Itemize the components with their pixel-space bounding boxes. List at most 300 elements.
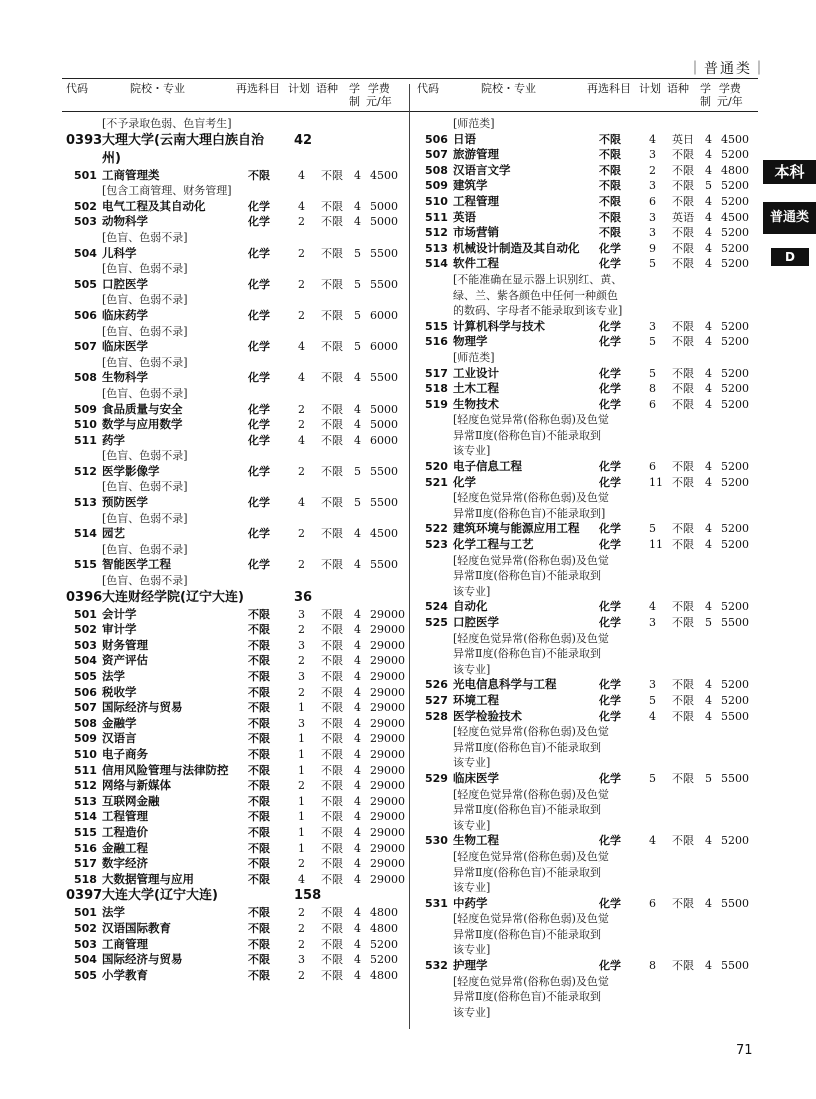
major-name: 医学影像学: [102, 463, 160, 478]
major-name: 资产评估: [102, 653, 148, 668]
table-row: [66, 921, 406, 937]
table-row: [417, 225, 757, 241]
tuition-fee: 4500: [370, 527, 398, 541]
plan-count: 11: [649, 538, 663, 552]
table-row: [66, 716, 406, 732]
language: 不限: [321, 433, 343, 447]
header-subjects: 再选科目: [236, 82, 280, 95]
language: 不限: [321, 168, 343, 182]
language: 不限: [321, 968, 343, 982]
required-subject: 化学: [248, 418, 270, 432]
plan-count: 1: [298, 732, 305, 746]
plan-count: 3: [298, 607, 305, 621]
plan-count: 2: [298, 277, 305, 291]
tuition-fee: 4500: [370, 168, 398, 182]
school-header: [66, 887, 406, 905]
tuition-fee: 5200: [721, 397, 749, 411]
note-row: [417, 724, 757, 740]
language: 不限: [672, 896, 694, 910]
plan-count: 2: [298, 937, 305, 951]
plan-count: 4: [298, 199, 305, 213]
plan-count: 4: [649, 834, 656, 848]
plan-count: 2: [298, 402, 305, 416]
table-row: [417, 381, 757, 397]
major-code: 528: [425, 709, 448, 723]
plan-count: 3: [298, 716, 305, 730]
tuition-fee: 29000: [370, 623, 405, 637]
language: 不限: [321, 246, 343, 260]
major-code: 501: [74, 607, 97, 621]
required-subject: 不限: [248, 841, 270, 855]
required-subject: 不限: [248, 638, 270, 652]
major-code: 521: [425, 475, 448, 489]
plan-count: 4: [298, 340, 305, 354]
major-name: 工程造价: [102, 824, 148, 839]
required-subject: 化学: [599, 241, 621, 255]
years: 4: [705, 538, 712, 552]
plan-count: 3: [649, 319, 656, 333]
table-row: [417, 771, 757, 787]
note-row: [417, 646, 757, 662]
note-row: [417, 443, 757, 459]
required-subject: 化学: [248, 496, 270, 510]
tuition-fee: 29000: [370, 716, 405, 730]
school-plan: 36: [294, 589, 313, 605]
school-name: 大连大学(辽宁大连): [102, 888, 218, 904]
tuition-fee: 5500: [370, 464, 398, 478]
note-row: [66, 261, 406, 277]
years: 4: [354, 418, 361, 432]
language: 不限: [321, 199, 343, 213]
required-subject: 化学: [599, 257, 621, 271]
language: 不限: [672, 460, 694, 474]
note-row: [417, 802, 757, 818]
major-name: 财务管理: [102, 637, 148, 652]
major-code: 520: [425, 460, 448, 474]
major-code: 503: [74, 937, 97, 951]
table-row: [417, 194, 757, 210]
years: 4: [354, 732, 361, 746]
note-row: [417, 1005, 757, 1021]
major-code: 514: [425, 257, 448, 271]
major-code: 504: [74, 246, 97, 260]
major-name: 国际经济与贸易: [102, 700, 183, 715]
table-row: [417, 599, 757, 615]
plan-count: 2: [298, 685, 305, 699]
years: 4: [705, 460, 712, 474]
major-name: 智能医学工程: [102, 557, 171, 572]
plan-count: 2: [298, 246, 305, 260]
note-row: [417, 880, 757, 896]
language: 不限: [321, 607, 343, 621]
years: 4: [705, 226, 712, 240]
table-row: [66, 968, 406, 984]
major-name: 口腔医学: [453, 615, 499, 629]
major-name: 汉语言文学: [453, 162, 511, 177]
required-subject: 化学: [248, 371, 270, 385]
major-name: 汉语国际教育: [102, 920, 171, 935]
tuition-fee: 29000: [370, 872, 405, 886]
required-subject: 化学: [599, 335, 621, 349]
note-row: [417, 927, 757, 943]
note-row: [417, 553, 757, 569]
major-code: 524: [425, 600, 448, 614]
tuition-fee: 5200: [721, 460, 749, 474]
tuition-fee: 29000: [370, 732, 405, 746]
language: 不限: [321, 402, 343, 416]
plan-count: 2: [298, 558, 305, 572]
table-row: [66, 433, 406, 449]
plan-count: 1: [298, 763, 305, 777]
table-row: [66, 199, 406, 215]
major-code: 510: [74, 418, 97, 432]
language: 不限: [672, 616, 694, 629]
years: 4: [705, 148, 712, 162]
table-row: [417, 896, 757, 912]
major-code: 505: [74, 277, 97, 291]
header-school-major: 院校・专业: [481, 82, 536, 95]
header-plan: 计划: [639, 82, 661, 95]
table-row: [417, 475, 757, 491]
major-note: [色盲、色弱不录]: [102, 574, 188, 588]
major-note: [轻度色觉异常(俗称色弱)及色觉: [453, 491, 609, 505]
years: 4: [354, 857, 361, 871]
major-code: 502: [74, 623, 97, 637]
tuition-fee: 5200: [721, 148, 749, 162]
note-row: [417, 662, 757, 678]
required-subject: 化学: [248, 464, 270, 478]
years: 5: [354, 496, 361, 510]
header-years: 学 制: [349, 82, 360, 108]
major-name: 光电信息科学与工程: [453, 677, 557, 692]
major-code: 517: [425, 366, 448, 380]
required-subject: 不限: [248, 953, 270, 967]
major-note: [色盲、色弱不录]: [102, 230, 188, 244]
major-code: 522: [425, 522, 448, 536]
table-row: [417, 132, 757, 148]
language: 不限: [321, 825, 343, 839]
years: 4: [705, 382, 712, 396]
major-code: 515: [74, 558, 97, 572]
page-number: 71: [736, 1043, 753, 1058]
major-name: 生物技术: [453, 396, 499, 411]
required-subject: 化学: [599, 678, 621, 692]
major-code: 527: [425, 693, 448, 707]
table-row: [417, 210, 757, 226]
language: 不限: [321, 701, 343, 715]
right-header: [417, 82, 757, 110]
table-row: [66, 214, 406, 230]
major-note: 异常Ⅱ度(俗称色盲)不能录取到: [453, 803, 602, 817]
plan-count: 8: [649, 959, 656, 973]
years: 4: [354, 937, 361, 951]
note-row: [417, 755, 757, 771]
major-code: 515: [74, 825, 97, 839]
note-row: [417, 288, 757, 304]
major-name: 金融学: [102, 715, 137, 730]
years: 4: [705, 366, 712, 380]
tuition-fee: 5200: [721, 335, 749, 349]
table-row: [66, 246, 406, 262]
tuition-fee: 4800: [721, 163, 749, 177]
required-subject: 化学: [599, 834, 621, 848]
major-code: 509: [74, 402, 97, 416]
plan-count: 6: [649, 397, 656, 411]
required-subject: 不限: [248, 670, 270, 683]
major-name: 生物科学: [102, 370, 148, 385]
major-note: [轻度色觉异常(俗称色弱)及色觉: [453, 413, 609, 427]
required-subject: 化学: [599, 366, 621, 380]
major-name: 汉语言: [102, 731, 137, 746]
major-code: 512: [74, 464, 97, 478]
tuition-fee: 5200: [721, 693, 749, 707]
years: 5: [705, 771, 712, 785]
language: 不限: [672, 522, 694, 536]
plan-count: 2: [298, 308, 305, 322]
plan-count: 2: [298, 906, 305, 920]
major-name: 土木工程: [453, 381, 499, 396]
major-note: 异常Ⅱ度(俗称色盲)不能录取到: [453, 647, 602, 661]
required-subject: 不限: [248, 825, 270, 839]
plan-count: 4: [298, 433, 305, 447]
table-row: [417, 677, 757, 693]
major-name: 电子信息工程: [453, 459, 522, 474]
years: 4: [705, 241, 712, 255]
tuition-fee: 5500: [721, 896, 749, 910]
major-code: 507: [425, 148, 448, 162]
major-code: 504: [74, 654, 97, 668]
language: 不限: [672, 771, 694, 785]
table-row: [417, 615, 757, 631]
note-row: [417, 490, 757, 506]
major-name: 环境工程: [453, 692, 499, 707]
tuition-fee: 4500: [721, 210, 749, 224]
school-code: 0397: [66, 888, 103, 904]
table-row: [417, 521, 757, 537]
major-name: 工程管理: [102, 809, 148, 824]
major-note: [轻度色觉异常(俗称色弱)及色觉: [453, 974, 609, 988]
major-note: [色盲、色弱不录]: [102, 324, 188, 338]
table-row: [66, 168, 406, 184]
language: 不限: [321, 857, 343, 871]
major-code: 516: [425, 335, 448, 349]
school-header: [66, 589, 406, 607]
major-note: 该专业]: [453, 444, 491, 458]
header-language: 语种: [667, 82, 689, 95]
note-row: [66, 116, 406, 132]
years: 4: [354, 199, 361, 213]
school-name: 州): [102, 150, 121, 166]
school-plan: 42: [294, 132, 313, 148]
years: 4: [354, 763, 361, 777]
major-code: 531: [425, 896, 448, 910]
major-name: 机械设计制造及其自动化: [453, 240, 580, 255]
years: 4: [354, 779, 361, 793]
years: 4: [705, 132, 712, 146]
major-name: 市场营销: [453, 225, 499, 240]
required-subject: 化学: [248, 215, 270, 229]
table-row: [66, 794, 406, 810]
language: 不限: [321, 527, 343, 541]
language: 不限: [672, 538, 694, 552]
plan-count: 6: [649, 460, 656, 474]
years: 4: [705, 709, 712, 723]
school-header-continued: [66, 150, 406, 168]
required-subject: 不限: [599, 179, 621, 193]
plan-count: 5: [649, 366, 656, 380]
major-name: 生物工程: [453, 833, 499, 848]
language: 不限: [321, 371, 343, 385]
major-code: 513: [74, 496, 97, 510]
major-name: 食品质量与安全: [102, 401, 183, 416]
plan-count: 5: [649, 771, 656, 785]
required-subject: 化学: [248, 402, 270, 416]
years: 4: [354, 558, 361, 572]
language: 不限: [321, 418, 343, 432]
plan-count: 9: [649, 241, 656, 255]
required-subject: 不限: [248, 701, 270, 715]
plan-count: 3: [298, 953, 305, 967]
major-name: 大数据管理与应用: [102, 871, 194, 886]
major-code: 515: [425, 319, 448, 333]
table-row: [66, 825, 406, 841]
major-code: 503: [74, 638, 97, 652]
required-subject: 不限: [248, 747, 270, 761]
tuition-fee: 29000: [370, 763, 405, 777]
language: 不限: [672, 834, 694, 848]
tuition-fee: 29000: [370, 779, 405, 793]
major-code: 512: [425, 226, 448, 240]
note-row: [66, 542, 406, 558]
note-row: [66, 183, 406, 199]
table-row: [66, 622, 406, 638]
plan-count: 3: [649, 226, 656, 240]
major-note: 绿、兰、紫各颜色中任何一种颜色: [453, 288, 618, 302]
plan-count: 1: [298, 841, 305, 855]
table-row: [417, 537, 757, 553]
required-subject: 不限: [248, 732, 270, 746]
language: 不限: [321, 623, 343, 637]
major-name: 软件工程: [453, 256, 499, 271]
table-row: [417, 256, 757, 272]
major-code: 501: [74, 906, 97, 920]
tuition-fee: 5500: [370, 246, 398, 260]
language: 不限: [321, 558, 343, 572]
years: 5: [354, 464, 361, 478]
required-subject: 不限: [248, 937, 270, 951]
years: 4: [705, 678, 712, 692]
major-code: 510: [425, 194, 448, 208]
required-subject: 化学: [599, 397, 621, 411]
school-name: 大连财经学院(辽宁大连): [102, 589, 244, 605]
tuition-fee: 29000: [370, 747, 405, 761]
years: 4: [705, 194, 712, 208]
language: 不限: [672, 257, 694, 271]
required-subject: 化学: [599, 522, 621, 536]
language: 不限: [321, 763, 343, 777]
header-school-major: 院校・专业: [130, 82, 185, 95]
years: 4: [354, 371, 361, 385]
note-row: [417, 974, 757, 990]
major-note: [不能准确在显示器上识别红、黄、: [453, 272, 623, 286]
language: 英日: [672, 132, 694, 146]
language: 不限: [321, 794, 343, 808]
table-row: [417, 833, 757, 849]
required-subject: 不限: [248, 906, 270, 920]
table-row: [417, 958, 757, 974]
major-code: 508: [74, 371, 97, 385]
language: 不限: [321, 464, 343, 478]
years: 5: [354, 246, 361, 260]
tuition-fee: 5500: [721, 959, 749, 973]
years: 4: [705, 693, 712, 707]
header-rule: [62, 111, 758, 112]
major-code: 530: [425, 834, 448, 848]
plan-count: 2: [298, 921, 305, 935]
language: 不限: [321, 716, 343, 730]
major-name: 数字经济: [102, 856, 148, 871]
table-row: [66, 638, 406, 654]
required-subject: 不限: [248, 921, 270, 935]
major-name: 儿科学: [102, 245, 137, 260]
required-subject: 不限: [248, 872, 270, 886]
note-row: [417, 787, 757, 803]
language: 不限: [672, 366, 694, 380]
required-subject: 不限: [248, 654, 270, 668]
major-code: 514: [74, 810, 97, 824]
note-row: [66, 292, 406, 308]
tuition-fee: 5200: [721, 600, 749, 614]
note-row: [417, 911, 757, 927]
tuition-fee: 5200: [721, 382, 749, 396]
major-note: [师范类]: [453, 117, 495, 130]
table-row: [66, 653, 406, 669]
table-row: [417, 397, 757, 413]
plan-count: 6: [649, 896, 656, 910]
plan-count: 2: [298, 527, 305, 541]
table-row: [417, 319, 757, 335]
tuition-fee: 5200: [370, 937, 398, 951]
language: 不限: [321, 906, 343, 920]
major-name: 计算机科学与技术: [453, 318, 545, 333]
years: 4: [705, 210, 712, 224]
tuition-fee: 5200: [721, 319, 749, 333]
years: 5: [354, 308, 361, 322]
table-row: [66, 841, 406, 857]
table-row: [66, 557, 406, 573]
table-row: [66, 464, 406, 480]
major-code: 511: [74, 763, 97, 777]
category-tag: ｜普通类｜: [688, 61, 768, 77]
years: 4: [354, 527, 361, 541]
required-subject: 化学: [599, 600, 621, 614]
plan-count: 5: [649, 522, 656, 536]
major-note: 异常Ⅱ度(俗称色盲)不能录取到]: [453, 506, 606, 520]
years: 4: [354, 968, 361, 982]
years: 4: [354, 841, 361, 855]
major-code: 503: [74, 215, 97, 229]
major-name: 数学与应用数学: [102, 417, 183, 432]
plan-count: 2: [298, 464, 305, 478]
language: 不限: [321, 685, 343, 699]
table-row: [66, 778, 406, 794]
left-header: [66, 82, 406, 110]
major-note: [色盲、色弱不录]: [102, 511, 188, 525]
major-name: 会计学: [102, 606, 137, 621]
required-subject: 化学: [599, 896, 621, 910]
required-subject: 化学: [599, 475, 621, 489]
plan-count: 3: [649, 179, 656, 193]
